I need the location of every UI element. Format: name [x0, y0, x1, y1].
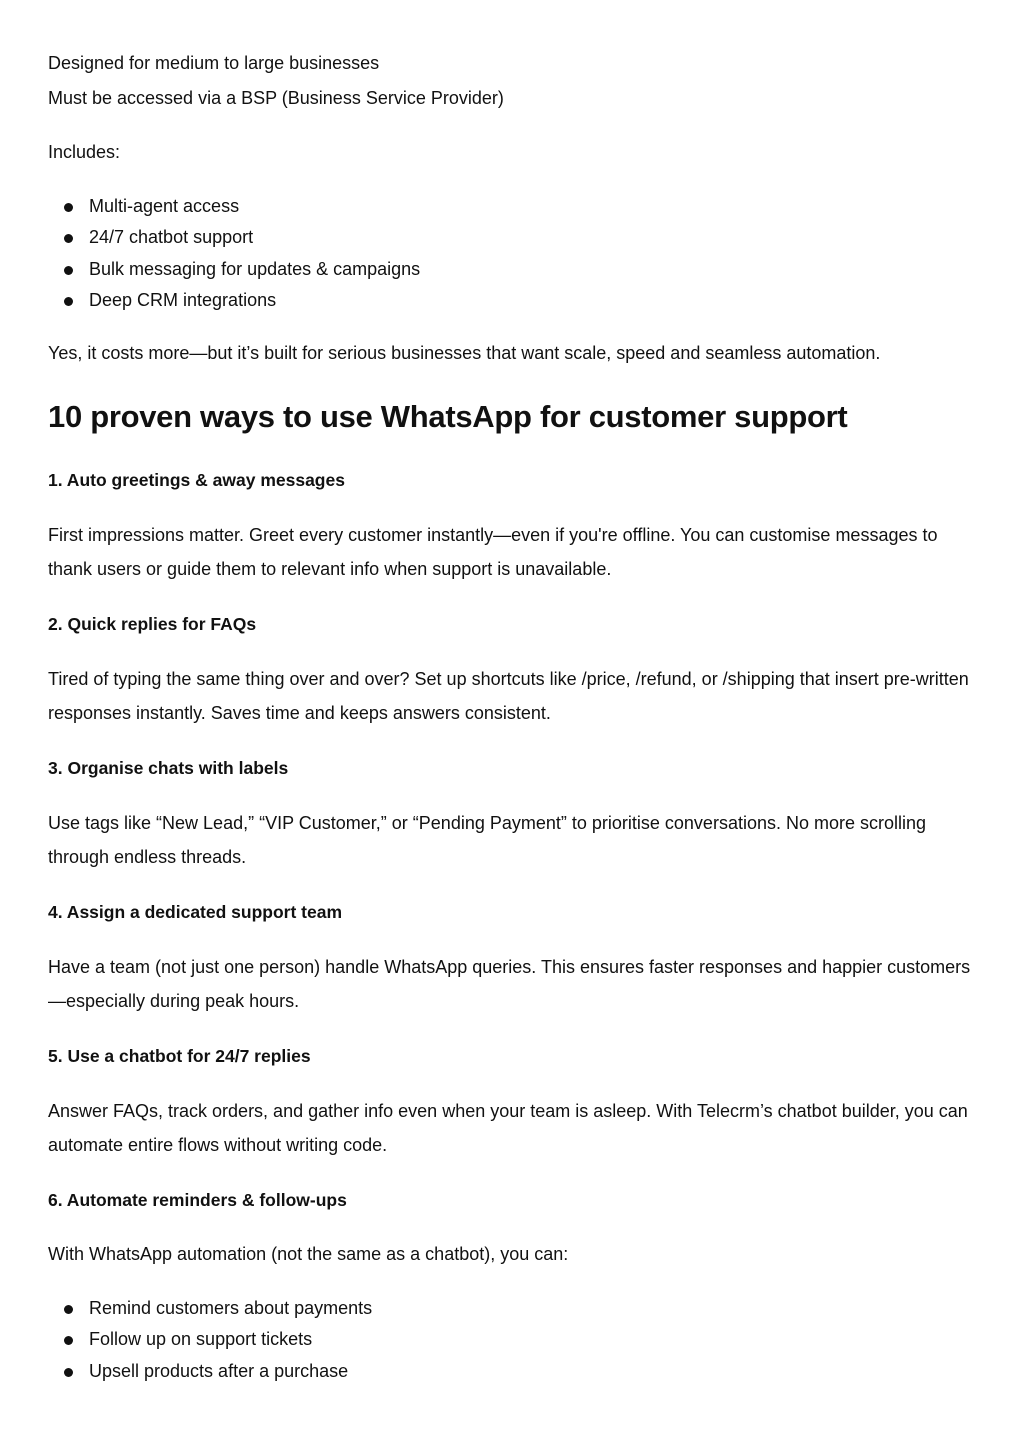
item-5-title: 5. Use a chatbot for 24/7 replies [48, 1046, 311, 1066]
intro-line-2: Must be accessed via a BSP (Business Service Provider) [48, 88, 504, 108]
includes-label: Includes: [48, 142, 121, 162]
item-1-title: 1. Auto greetings & away messages [48, 470, 345, 490]
item-2-body: Tired of typing the same thing over and over? Set up shortcuts like /price, /refund, or /shipping that insert pre-written responses instantly. Saves time and keeps answers consistent. [48, 669, 969, 723]
bullet-dot-icon [64, 297, 73, 306]
item-4-body: Have a team (not just one person) handle WhatsApp queries. This ensures faster responses and happier customers—especially during peak hours. [48, 957, 971, 1011]
cost-note: Yes, it costs more—but it’s built for serious businesses that want scale, speed and seamless automation. [48, 343, 881, 363]
bullet-dot-icon [64, 234, 73, 243]
list-item: Bulk messaging for updates & campaigns [48, 254, 420, 285]
list-item: Deep CRM integrations [48, 285, 420, 316]
section-heading: 10 proven ways to use WhatsApp for customer support [48, 399, 848, 434]
item-6-list [48, 1293, 372, 1387]
list-item: 24/7 chatbot support [48, 222, 420, 253]
item-5-body: Answer FAQs, track orders, and gather info even when your team is asleep. With Telecrm’s chatbot builder, you can automate entire flows without writing code. [48, 1101, 968, 1155]
bullet-dot-icon [64, 266, 73, 275]
bullet-dot-icon [64, 1368, 73, 1377]
list-item: Follow up on support tickets [48, 1324, 372, 1355]
item-3-body: Use tags like “New Lead,” “VIP Customer,” or “Pending Payment” to prioritise conversations. No more scrolling through endless threads. [48, 813, 927, 867]
intro-line-1: Designed for medium to large businesses [48, 53, 380, 73]
list-item: Remind customers about payments [48, 1293, 372, 1324]
item-6-title: 6. Automate reminders & follow-ups [48, 1190, 347, 1210]
bullet-dot-icon [64, 203, 73, 212]
bullet-dot-icon [64, 1305, 73, 1314]
item-1-body: First impressions matter. Greet every customer instantly—even if you're offline. You can customise messages to thank users or guide them to relevant info when support is unavailable. [48, 525, 938, 579]
item-4-title: 4. Assign a dedicated support team [48, 902, 343, 922]
list-item: Multi-agent access [48, 191, 420, 222]
bullet-dot-icon [64, 1336, 73, 1345]
item-6-body: With WhatsApp automation (not the same as a chatbot), you can: [48, 1244, 569, 1264]
includes-list [48, 191, 420, 316]
list-item: Upsell products after a purchase [48, 1356, 372, 1387]
item-3-title: 3. Organise chats with labels [48, 758, 289, 778]
item-2-title: 2. Quick replies for FAQs [48, 614, 257, 634]
